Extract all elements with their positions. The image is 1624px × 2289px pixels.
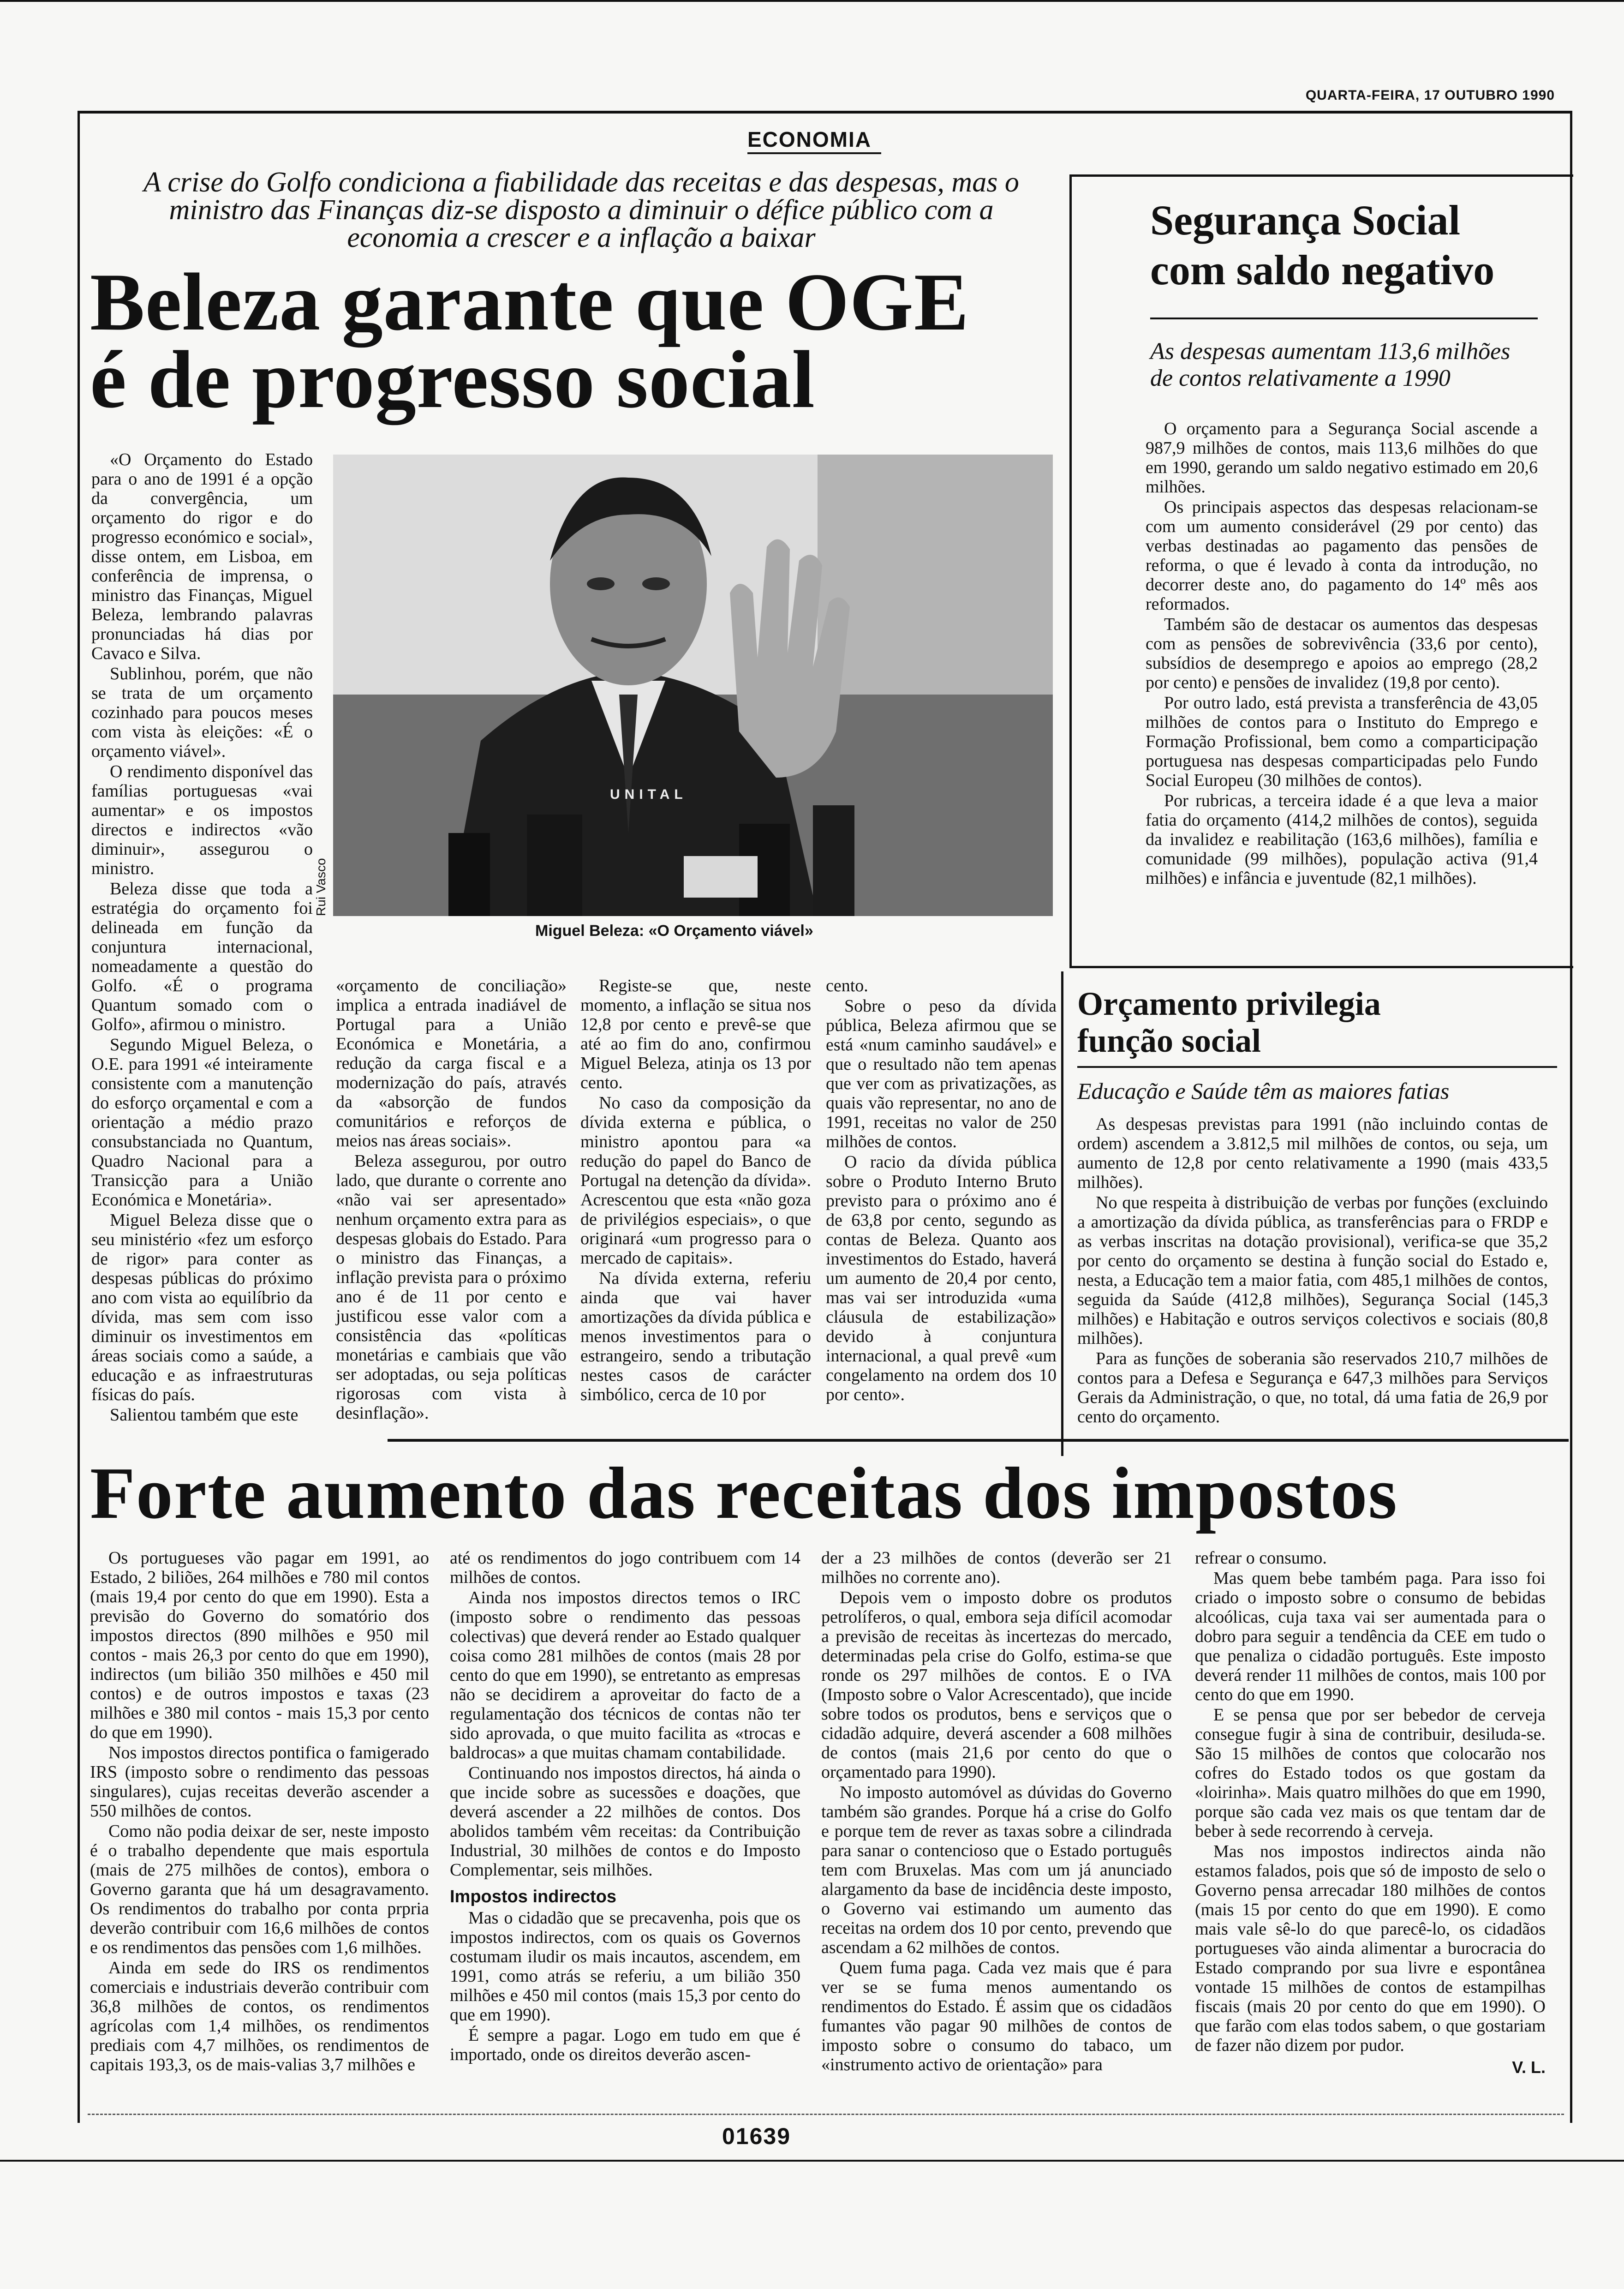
main-col-2 <box>336 976 567 1424</box>
signature: V. L. <box>1512 2058 1546 2077</box>
main-col2-p1: «orçamento de conciliação» implica a entrada inadiável de Portugal para a União Económica e Monetária, a redução da carga fiscal e a modernização do país, através da «absorção de fundos comunitários e reforços de meios nas áreas sociais». <box>336 976 567 1150</box>
bottom-border <box>0 2160 1624 2162</box>
bottom-col1-p3: Como não podia deixar de ser, neste imposto é o trabalho dependente que mais esportula (mais de 275 milhões de contos), embora o Governo garanta que há um desagravamento. Os rendimentos do trabalho por conta prpria deverão contribuir com 16,6 milhões de contos e os rendimentos das pensões com 1,6 milhões. <box>90 1822 429 1957</box>
box1-p2: Os principais aspectos das despesas relacionam-se com um aumento considerável (29 por cento) das verbas destinadas ao pagamento das pensões de reforma, o que é levado à conta da introdução, no decorrer deste ano, do pagamento do 14º mês aos reformados. <box>1146 497 1538 614</box>
portrait-illustration <box>333 455 1053 916</box>
box2-p2: No que respeita à distribuição de verbas por funções (excluindo a amortização da dívida pública, as transferências para o FRDP e as verbas inscritas na dotação provisional), verifica-se que 35,2 por cento do orçamento se destina à função social do Estado e, nesta, a Educação tem a maior fatia, com 485,1 milhões de contos, seguida da Saúde (412,8 milhões), Segurança Social (145,3 milhões) e Habitação e outros serviços colectivos e sociais (80,8 milhões). <box>1077 1193 1548 1348</box>
bottom-col3-p2: Depois vem o imposto dobre os produtos petrolíferos, o qual, embora seja difícil acomodar a previsão de receitas às incertezas do mercado, determinadas pela crise do Golfo, estima-se que ronde os 297 milhões de contos. E o IVA (Imposto sobre o Valor Acrescentado), que incide sobre todos os produtos, bens e serviços que o cidadão adquire, deverá ascender a 608 milhões de contos (mais 21,6 por cento do que o orçamentado para 1990). <box>821 1588 1172 1782</box>
main-col1-p4: Beleza disse que toda a estratégia do orçamento foi delineada em função da conjuntura internacional, nomeadamente a questão do Golfo. «É o programa Quantum somado com o Golfo», afirmou o ministro. <box>91 879 313 1034</box>
box2-headline-line2: função social <box>1077 1022 1261 1059</box>
bottom-col4-p1: refrear o consumo. <box>1195 1548 1327 1568</box>
bottom-col4-p4: Mas nos impostos indirectos ainda não estamos falados, pois que só de imposto de selo o Governo pensa arrecadar 180 milhões de contos (mais 15 por cento do que em 1990). E como mais vale sê-lo do que parecê-lo, os cidadãos portugueses vão ainda alimentar a burocracia do Estado comprando por sua livre e espontânea vontade 15 milhões de contos de estampilhas fiscais (mais 20 por cento do que em 1990). O que farão com elas todos sabem, o que gostariam de fazer não dizem por pudor. <box>1195 1842 1546 2055</box>
bottom-col-3 <box>821 1548 1172 2075</box>
box1-headline-line1: Segurança Social <box>1150 197 1461 244</box>
box1-p4: Por outro lado, está prevista a transferência de 43,05 milhões de contos para o Instituto do Emprego e Formação Profissional, bem como a comparticipação portuguesa nas despesas comparticipadas pelo Fundo Social Europeu (30 milhões de contos). <box>1146 693 1538 790</box>
main-kicker: A crise do Golfo condiciona a fiabilidade das receitas e das despesas, mas o ministro das Finanças diz-se disposto a diminuir o défice público com a economia a crescer e a inflação a baixar <box>143 167 1019 253</box>
main-col4-p1: cento. <box>826 976 868 995</box>
section-tag: ECONOMIA <box>747 127 872 151</box>
main-col1-p5: Segundo Miguel Beleza, o O.E. para 1991 «é inteiramente consistente com a manutenção do esforço orçamental e com a orientação a médio prazo consubstanciada no Quantum, Quadro Nacional para a Transicção para a União Económica e Monetária». <box>91 1035 313 1210</box>
footer-dotted-line <box>88 2114 1564 2115</box>
box1-p3: Também são de destacar os aumentos das despesas com as pensões de sobrevivência (33,6 por cento), subsídios de desemprego e apoios ao emprego (28,2 por cento) e pensões de invalidez (19,8 por cento). <box>1146 615 1538 692</box>
main-headline-line1: Beleza garante que OGE <box>90 256 969 348</box>
main-col2-p2: Beleza assegurou, por outro lado, que durante o corrente ano «não vai ser apresentado» nenhum orçamento extra para as despesas globais do Estado. Para o ministro das Finanças, a inflação prevista para o próximo ano é de 11 por cento e justificou esse valor com a consistência das «políticas monetárias e cambiais que vão ser adoptadas, ou seja políticas rigorosas com vista à desinflação». <box>336 1151 567 1423</box>
bottom-col-4 <box>1195 1548 1546 2077</box>
footer-mark: 01639 <box>722 2123 791 2149</box>
bottom-col4-p2: Mas quem bebe também paga. Para isso foi criado o imposto sobre o consumo de bebidas alcoólicas, cuja taxa vai ser aumentada para o dobro para seguir a tendência da CEE em tudo o que penaliza o cidadão português. Este imposto deverá render 11 milhões de contos, mais 100 por cento do que em 1990. <box>1195 1569 1546 1704</box>
bottom-col3-p4: Quem fuma paga. Cada vez mais que é para ver se se fuma menos aumentando os rendimentos do Estado. É assim que os cidadãos fumantes vão pagar 90 milhões de contos de imposto sobre o consumo do tabaco, um «instrumento activo de orientação» para <box>821 1958 1172 2074</box>
box1-subhead: As despesas aumentam 113,6 milhões de contos relativamente a 1990 <box>1150 338 1511 391</box>
box2-p3: Para as funções de soberania são reservados 210,7 milhões de contos para a Defesa e Segurança e 647,3 milhões para Serviços Gerais da Administração, o que, no total, dá uma fatia de 26,9 por cento do orçamento. <box>1077 1349 1548 1426</box>
box1-body <box>1146 419 1538 889</box>
box2-subhead: Educação e Saúde têm as maiores fatias <box>1077 1078 1450 1104</box>
main-col3-p1: Registe-se que, neste momento, a inflação se situa nos 12,8 por cento e prevê-se que até ao fim do ano, confirmou Miguel Beleza, atinja os 13 por cento. <box>580 976 811 1092</box>
main-col4-p3: O racio da dívida pública sobre o Produto Interno Bruto previsto para o próximo ano é de 63,8 por cento, segundo as contas de Beleza. Quanto aos investimentos do Estado, haverá um aumento de 20,4 por cento, mas vai ser introduzida «uma cláusula de estabilização» devido à conjuntura internacional, a qual prevê «um congelamento na ordem dos 10 por cento». <box>826 1152 1057 1404</box>
main-col1-p1: «O Orçamento do Estado para o ano de 1991 é a opção da convergência, um orçamento do rigor e do progresso económico e social», disse ontem, em Lisboa, em conferência de imprensa, o ministro das Finanças, Miguel Beleza, lembrando palavras pronunciadas há dias por Cavaco e Silva. <box>91 450 313 663</box>
main-col1-p6: Miguel Beleza disse que o seu ministério «fez um esforço de rigor» para conter as despesas públicas do próximo ano com vista ao equilíbrio da dívida, mas sem com isso diminuir os investimentos em áreas sociais como a saúde, a educação e as infraestruturas físicas do país. <box>91 1210 313 1404</box>
box1-p1: O orçamento para a Segurança Social ascende a 987,9 milhões de contos, mais 113,6 milhões do que em 1990, gerando um saldo negativo estimado em 20,6 milhões. <box>1146 419 1538 497</box>
main-headline <box>90 256 1068 425</box>
bottom-col1-p1: Os portugueses vão pagar em 1991, ao Estado, 2 biliões, 264 milhões e 780 mil contos (mais 19,4 por cento do que em 1990). Esta a previsão do Governo do somatório dos impostos directos (890 milhões e 950 mil contos - mais 26,3 por cento do que em 1990), indirectos (um bilião 350 milhões e 450 mil contos) e de outros impostos e taxas (23 milhões e 380 mil contos - mais 15,3 por cento do que em 1990). <box>90 1548 429 1742</box>
portrait-photo <box>333 455 1053 916</box>
main-col1-p2: Sublinhou, porém, que não se trata de um orçamento cozinhado para poucos meses com vista às eleições: «É o orçamento viável». <box>91 664 313 761</box>
box2-divider <box>1077 1066 1557 1068</box>
bottom-col1-p4: Ainda em sede do IRS os rendimentos comerciais e industriais deverão contribuir com 36,8 milhões de contos, os rendimentos agrícolas com 1,4 milhões, os rendimentos prediais com 4,7 milhões, os rendimentos de capitais 193,3, os de mais-valias 3,7 milhões e <box>90 1958 429 2074</box>
photo-sign-text: UNITAL <box>610 787 687 802</box>
bottom-col-1 <box>90 1548 429 2075</box>
bottom-col3-p3: No imposto automóvel as dúvidas do Governo também são grandes. Porque há a crise do Golfo e porque tem de rever as taxas sobre a cilindrada para sanar o contencioso que o Estado português tem com Bruxelas. Mas com um já anunciado alargamento da base de incidência deste imposto, o Governo vai estimando um aumento das receitas na ordem dos 10 por cento, prevendo que ascendam a 62 milhões de contos. <box>821 1783 1172 1957</box>
bottom-col2-p1: até os rendimentos do jogo contribuem com 14 milhões de contos. <box>450 1548 800 1587</box>
box1-headline <box>1150 195 1494 295</box>
bottom-col1-p2: Nos impostos directos pontifica o famigerado IRS (imposto sobre o rendimento das pessoas singulares), cujas receitas deverão ascender a 550 milhões de contos. <box>90 1743 429 1821</box>
top-border <box>0 0 1624 2</box>
bottom-col2-subhead: Impostos indirectos <box>450 1887 617 1906</box>
bottom-col-2 <box>450 1548 800 2065</box>
bottom-col2-p2: Ainda nos impostos directos temos o IRC (imposto sobre o rendimento das pessoas colectivas) que deverá render ao Estado qualquer coisa como 281 milhões de contos (mais 28 por cento do que em 1990), se entretanto as empresas não se decidirem a aproveitar do facto de a regulamentação dos técnicos de contas não ter sido aprovada, o que muito facilita as «trocas e baldrocas» a que muitas chamam contabilidade. <box>450 1588 800 1762</box>
dateline: QUARTA-FEIRA, 17 OUTUBRO 1990 <box>1305 88 1555 103</box>
box1-p5: Por rubricas, a terceira idade é a que leva a maior fatia do orçamento (414,2 milhões de contos), seguida da invalidez e reabilitação (163,6 milhões), família e comunidade (99 milhões), população activa (91,4 milhões) e infância e juventude (82,1 milhões). <box>1146 791 1538 888</box>
main-headline-line2: é de progresso social <box>90 334 815 425</box>
box1-divider <box>1150 318 1538 319</box>
main-frame-top <box>78 111 1572 114</box>
box-seguranca-social <box>1069 174 1573 968</box>
main-frame-left <box>78 111 80 2123</box>
bottom-article-divider <box>388 1439 1569 1442</box>
photo-credit: Rui Vasco <box>314 858 328 916</box>
photo-caption: Miguel Beleza: «O Orçamento viável» <box>535 922 813 940</box>
main-col4-p2: Sobre o peso da dívida pública, Beleza afirmou que se está «num caminho saudável» e que o resultado não tem apenas que ver com as privatizações, as quais vão representar, no ano de 1991, receitas no valor de 250 milhões de contos. <box>826 996 1057 1151</box>
bottom-col4-p3: E se pensa que por ser bebedor de cerveja consegue fugir à sina de contribuir, desiluda-se. São 15 milhões de contos que colocarão nos cofres do Estado todos os que gostam da «loirinha». Mais quatro milhões do que em 1990, porque são cada vez mais os que tentam dar de beber à sede recorrendo à cerveja. <box>1195 1705 1546 1841</box>
main-col3-p3: Na dívida externa, referiu ainda que vai haver amortizações da dívida pública e menos investimentos para o estrangeiro, sendo a tributação nestes casos de carácter simbólico, cerca de 10 por <box>580 1269 811 1404</box>
box-funcao-social <box>1061 971 1573 1456</box>
bottom-col2-p4: Mas o cidadão que se precavenha, pois que os impostos indirectos, com os quais os Governos costumam iludir os mais incautos, ascendem, em 1991, como atrás se referiu, a um bilião 350 milhões e 450 mil contos (mais 15,3 por cento do que em 1990). <box>450 1908 800 2025</box>
main-col1-p7: Salientou também que este <box>110 1405 299 1425</box>
bottom-headline: Forte aumento das receitas dos impostos <box>90 1452 1398 1534</box>
box2-p1: As despesas previstas para 1991 (não incluindo contas de ordem) ascendem a 3.812,5 mil milhões de contos, ou seja, um aumento de 12,8 por cento relativamente a 1990 (mais 433,5 milhões). <box>1077 1115 1548 1192</box>
main-col-4 <box>826 976 1057 1405</box>
box1-headline-line2: com saldo negativo <box>1150 246 1495 294</box>
bottom-col2-p5: É sempre a pagar. Logo em tudo em que é importado, onde os direitos deverão ascen- <box>450 2025 800 2064</box>
box2-headline-line1: Orçamento privilegia <box>1077 985 1381 1022</box>
main-col3-p2: No caso da composição da dívida externa e pública, o ministro apontou para «a redução do papel do Banco de Portugal na detenção da dívida». Acrescentou que esta «não goza de privilégios especiais», o que originará «um progresso para o mercado de capitais». <box>580 1093 811 1268</box>
bottom-col3-p1: der a 23 milhões de contos (deverão ser 21 milhões no corrente ano). <box>821 1548 1172 1587</box>
section-underline <box>747 152 881 154</box>
bottom-col2-p3: Continuando nos impostos directos, há ainda o que incide sobre as sucessões e doações, que deverá ascender a 22 milhões de contos. Dos abolidos também vêm receitas: da Contribuição Industrial, 30 milhões de contos e do Imposto Complementar, seis milhões. <box>450 1763 800 1880</box>
box2-body <box>1077 1115 1548 1427</box>
main-col1-p3: O rendimento disponível das famílias portuguesas «vai aumentar» e os impostos directos e indirectos «vão diminuir», assegurou o ministro. <box>91 762 313 878</box>
box2-headline <box>1077 985 1381 1059</box>
main-col-1 <box>91 450 313 1426</box>
main-col-3 <box>580 976 811 1405</box>
